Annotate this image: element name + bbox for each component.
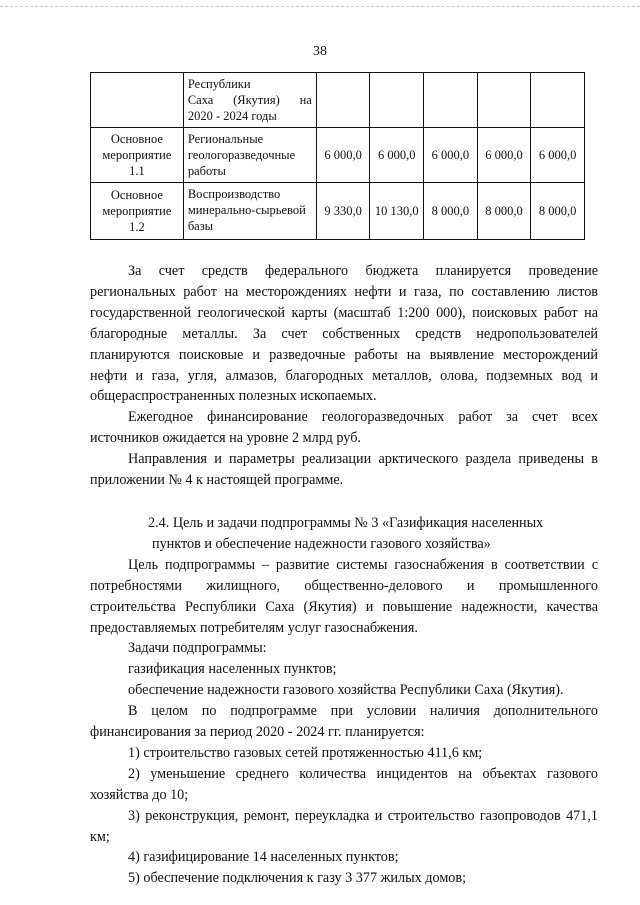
- table-cell-value: [316, 73, 370, 128]
- table-cell-event: Основное мероприятие 1.1: [91, 128, 184, 183]
- page-number: 38: [313, 44, 327, 59]
- cell-line: работы: [187, 164, 226, 178]
- list-item: 5) обеспечение подключения к газу 3 377 жилых домов;: [128, 870, 467, 887]
- table-cell-event: [91, 73, 184, 128]
- cell-line: базы: [187, 219, 214, 233]
- list-item: 4) газифицирование 14 населенных пунктов;: [128, 849, 399, 866]
- list-item: 3) реконструкция, ремонт, переукладка и строительство газопроводов 471,1 км;: [90, 807, 598, 845]
- paragraph: газификация населенных пунктов;: [128, 661, 337, 678]
- table-cell-value: 6 000,0: [316, 128, 370, 183]
- section-heading-cont: пунктов и обеспечение надежности газового хозяйства»: [152, 535, 491, 552]
- table-cell-value: 8 000,0: [531, 183, 585, 240]
- table-row: [91, 128, 585, 183]
- table-cell-value: [477, 73, 531, 128]
- section-heading: 2.4. Цель и задачи подпрограммы № 3 «Газификация населенных: [148, 514, 544, 531]
- table-cell-value: 9 330,0: [316, 183, 370, 240]
- table-cell-event: Основное мероприятие 1.2: [91, 183, 184, 240]
- table-cell-value: 6 000,0: [370, 128, 424, 183]
- paragraph: Цель подпрограммы – развитие системы газоснабжения в соответствии с потребностями жилищного, общественно-делового и промышленного строительства Республики Саха (Якутия) и повышение надежности, качества предоставляемых потребителям услуг газоснабжения.: [90, 556, 598, 636]
- paragraph: Направления и параметры реализации арктического раздела приведены в приложении № 4 к настоящей программе.: [90, 451, 598, 489]
- cell-line: Саха (Якутия) на: [187, 93, 312, 107]
- table-cell-value: 6 000,0: [477, 128, 531, 183]
- funding-table: [90, 72, 585, 240]
- paragraph: обеспечение надежности газового хозяйства Республики Саха (Якутия).: [128, 682, 564, 699]
- list-item: 2) уменьшение среднего количества инцидентов на объектах газового хозяйства до 10;: [90, 765, 598, 803]
- list-item: 1) строительство газовых сетей протяженностью 411,6 км;: [128, 744, 483, 761]
- spacer: [90, 491, 598, 513]
- paragraph: Задачи подпрограммы:: [128, 640, 267, 657]
- table-cell-name: [183, 73, 316, 128]
- paragraph: Ежегодное финансирование геологоразведочных работ за счет всех источников ожидается на уровне 2 млрд руб.: [90, 409, 598, 447]
- table-row: [91, 183, 585, 240]
- paragraph: За счет средств федерального бюджета планируется проведение региональных работ на месторождениях нефти и газа, по составлению листов государственной геологической карты (масштаб 1:200 000), поисковых работ на благородные металлы. За счет собственных средств недропользователей планируются поисковые и разведочные работы на выявление месторождений нефти и газа, угля, алмазов, благородных металлов, олова, подземных вод и общераспространенных полезных ископаемых.: [90, 263, 598, 405]
- cell-line: 2020 - 2024 годы: [187, 109, 277, 123]
- table-cell-value: 6 000,0: [424, 128, 478, 183]
- cell-line: минерально-сырьевой: [187, 203, 306, 217]
- table-cell-name: [183, 128, 316, 183]
- table-cell-value: 6 000,0: [531, 128, 585, 183]
- table-cell-value: [370, 73, 424, 128]
- table-cell-name: [183, 183, 316, 240]
- cell-line: Региональные: [187, 132, 264, 146]
- scan-edge-line: [0, 6, 640, 7]
- cell-line: Воспроизводство: [187, 187, 281, 201]
- table-cell-value: 8 000,0: [477, 183, 531, 240]
- document-body: [90, 261, 598, 889]
- table-cell-value: 10 130,0: [370, 183, 424, 240]
- table-row: [91, 73, 585, 128]
- table-cell-value: 8 000,0: [424, 183, 478, 240]
- table-cell-value: [531, 73, 585, 128]
- cell-line: Республики: [187, 77, 251, 91]
- cell-line: геологоразведочные: [187, 148, 296, 162]
- paragraph: В целом по подпрограмме при условии наличия дополнительного финансирования за период 2020 - 2024 гг. планируется:: [90, 703, 598, 741]
- table-cell-value: [424, 73, 478, 128]
